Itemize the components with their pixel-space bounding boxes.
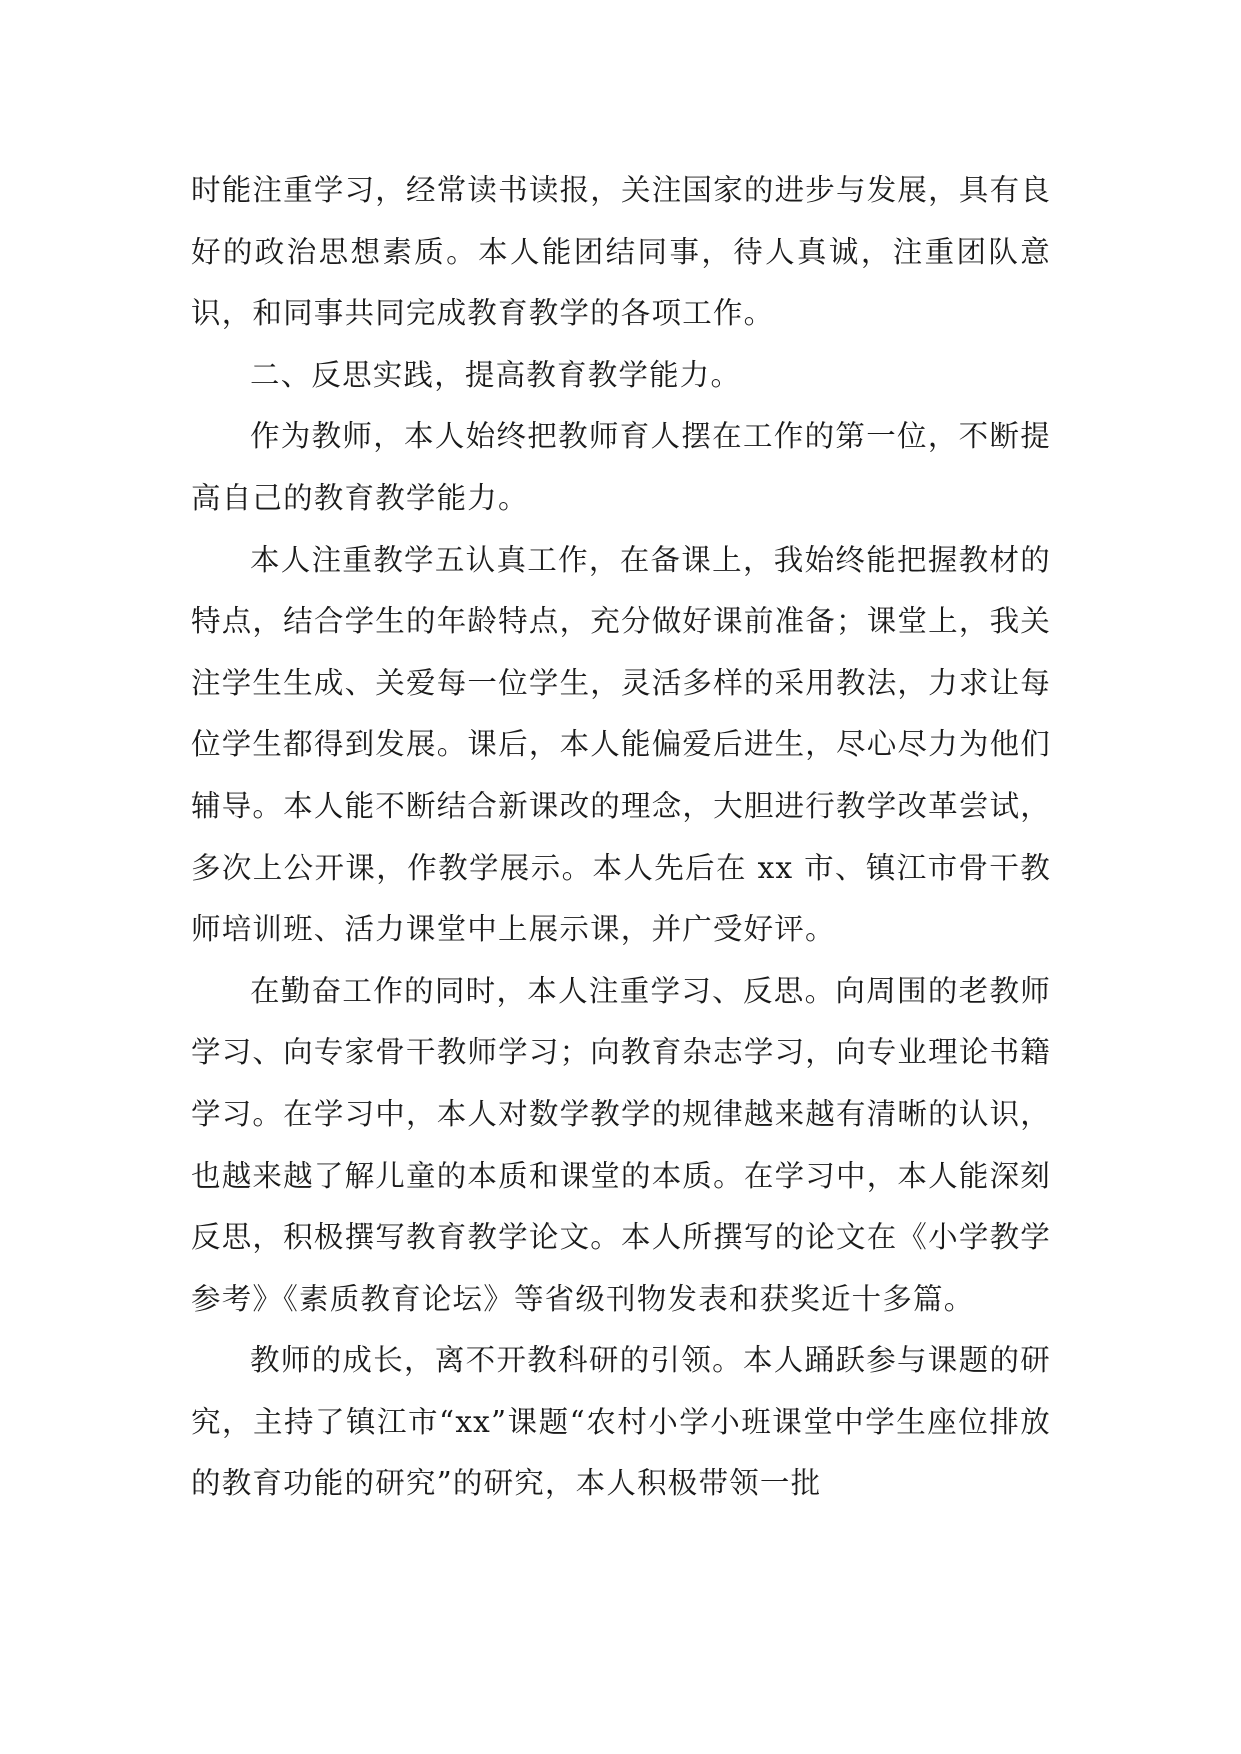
section-heading: 二、反思实践，提高教育教学能力。 [250,357,742,392]
paragraph: 教师的成长，离不开教科研的引领。本人踊跃参与课题的研究，主持了镇江市“xx”课题“农村小学小班课堂中学生座位排放的教育功能的研究”的研究，本人积极带领一批 [191,1343,1051,1501]
paragraph: 作为教师，本人始终把教师育人摆在工作的第一位，不断提高自己的教育教学能力。 [191,419,1051,515]
document-body [191,160,1051,1515]
paragraph-continuation: 时能注重学习，经常读书读报，关注国家的进步与发展，具有良好的政治思想素质。本人能团结同事，待人真诚，注重团队意识，和同事共同完成教育教学的各项工作。 [191,173,1051,331]
paragraph: 本人注重教学五认真工作，在备课上，我始终能把握教材的特点，结合学生的年龄特点，充分做好课前准备；课堂上，我关注学生生成、关爱每一位学生，灵活多样的采用教法，力求让每位学生都得到发展。课后，本人能偏爱后进生，尽心尽力为他们辅导。本人能不断结合新课改的理念，大胆进行教学改革尝试，多次上公开课，作教学展示。本人先后在 xx 市、镇江市骨干教师培训班、活力课堂中上展示课，并广受好评。 [191,542,1051,947]
paragraph: 在勤奋工作的同时，本人注重学习、反思。向周围的老教师学习、向专家骨干教师学习；向教育杂志学习，向专业理论书籍学习。在学习中，本人对数学教学的规律越来越有清晰的认识，也越来越了解儿童的本质和课堂的本质。在学习中，本人能深刻反思，积极撰写教育教学论文。本人所撰写的论文在《小学教学参考》《素质教育论坛》等省级刊物发表和获奖近十多篇。 [191,973,1051,1316]
